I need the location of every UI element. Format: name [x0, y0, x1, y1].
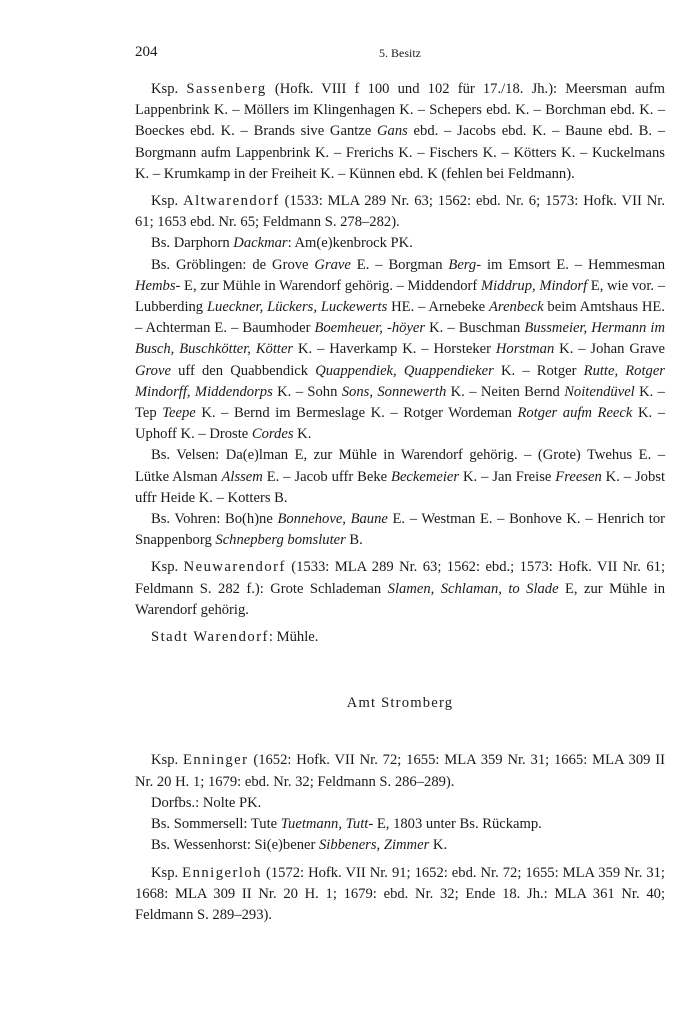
text-run: K. – Tep [135, 383, 665, 422]
italic-name: Schnepberg bomsluter [215, 532, 346, 549]
italic-name: Grave [314, 256, 351, 273]
text-run: K. – Uphoff K. – Droste [135, 405, 665, 443]
place-name: Stadt Warendorf [151, 629, 269, 646]
text-run: E. – Jacob uffr Beke [262, 468, 392, 485]
text-run: K. [429, 837, 448, 854]
text-run: Ksp. [151, 193, 184, 210]
text-run: (Hofk. VIII f 100 und 102 für 17./18. Jh.): Meersman aufm Lappenbrink K. – Möllers im Klingenhagen K. – Schepers ebd. K. – Borchman ebd. K. – Boeckes ebd. K. – Brands sive Gantze [135, 81, 666, 140]
italic-name: Bussmeier, Hermann im Busch, Buschkötter, Kötter [135, 320, 665, 358]
paragraph [135, 863, 665, 927]
text-run: Bs. Wessenhorst: Si(e)bener [151, 837, 319, 854]
text-run: uff den Quabbendick [170, 362, 316, 379]
place-name: Altwarendorf [183, 193, 280, 210]
text-run: K. – Haverkamp K. – Horsteker [293, 341, 496, 358]
paragraph [135, 835, 665, 856]
italic-name: Lueckner, Lückers, Luckewerts [206, 299, 388, 316]
text-run: K. – Sohn [272, 383, 342, 400]
text-run: E, zur Mühle in Warendorf gehörig. [135, 580, 665, 618]
entry-block [135, 79, 665, 185]
text-run: K. – Johan Grave [554, 341, 665, 358]
text-run: K. – Neiten Bernd [446, 383, 565, 400]
italic-name: Hembs- [135, 277, 181, 294]
text-run: E, wie vor. – Lubberding [135, 277, 665, 316]
place-name: Neuwarendorf [183, 559, 286, 576]
text-run: ebd. – Jacobs ebd. K. – Baune ebd. B. – Borgmann aufm Lappenbrink K. – Frerichs K. – Fischers K. – Kötters K. – Kuckelmans K. – Krumkamp in der Freiheit K. – Künnen ebd. K (fehlen bei Feldmann). [135, 123, 666, 182]
paragraph [135, 750, 665, 792]
text-run: K. – Rotger [493, 362, 584, 379]
text-run: Ksp. [151, 559, 184, 576]
text-run: K. – Buschman [425, 320, 525, 337]
entry-block [135, 557, 665, 621]
paragraph [135, 79, 665, 185]
text-run: beim Amtshaus HE. – Achterman E. – Baumhoder [135, 299, 665, 337]
text-run: K. [293, 426, 312, 443]
text-run: Ksp. [151, 752, 184, 769]
paragraph [135, 627, 665, 648]
text-run: Bs. Darphorn [151, 235, 234, 252]
text-run: K. – Bernd im Bermeslage K. – Rotger Wordeman [195, 405, 518, 422]
text-run: E, 1803 unter Bs. Rückamp. [373, 816, 542, 833]
italic-name: Rutte, Rotger Mindorff, Middendorps [135, 362, 665, 400]
italic-name: Gans [377, 123, 408, 140]
text-run: Ksp. [151, 81, 187, 97]
italic-name: Slamen, Schlaman, to Slade [387, 580, 559, 597]
text-run: Ksp. [151, 864, 183, 881]
paragraph [135, 191, 665, 233]
section-heading: Amt Stromberg [346, 695, 454, 712]
text-run: Dorfbs.: Nolte PK. [151, 794, 262, 811]
text-run: Bs. Vohren: Bo(h)ne [151, 511, 278, 528]
text-run: (1533: MLA 289 Nr. 63; 1562: ebd. Nr. 6; 1573: Hofk. VII Nr. 61; 1653 ebd. Nr. 65; Feldmann S. 278–282). [135, 193, 665, 231]
text-run: (1572: Hofk. VII Nr. 91; 1652: ebd. Nr. 72; 1655: MLA 359 Nr. 31; 1668: MLA 309 II Nr. 20 H. 1; 1679: ebd. Nr. 32; Ende 18. Jh.: MLA 361 Nr. 40; Feldmann S. 289–293). [135, 864, 665, 923]
italic-name: Dackmar [233, 235, 288, 252]
paragraph [135, 445, 665, 509]
place-name: Sassenberg [186, 81, 267, 97]
text-run: HE. – Arnebeke [387, 299, 490, 316]
paragraph [135, 255, 665, 446]
italic-name: Tuetmann, Tutt- [280, 816, 374, 833]
paragraph [135, 814, 665, 835]
chapter-title: 5. Besitz [379, 46, 421, 60]
italic-name: Boemheuer, -höyer [314, 320, 426, 337]
italic-name: Sons, Sonnewerth [341, 383, 447, 400]
text-run: Bs. Velsen: Da(e)lman E, zur Mühle in Warendorf gehörig. – (Grote) Twehus E. – Lütke Alsman [135, 447, 665, 485]
text-run: Bs. Gröblingen: de Grove [151, 256, 315, 273]
text-run: im Emsort E. – Hemmesman [481, 256, 665, 273]
place-name: Enninger [183, 752, 249, 769]
italic-name: Quappendiek, Quappendieker [315, 362, 494, 379]
paragraph [135, 233, 665, 254]
text-run: E. – Borgman [350, 256, 449, 273]
italic-name: Sibbeners, Zimmer [318, 837, 430, 854]
body-text [135, 79, 665, 926]
text-run: K. – Jan Freise [459, 468, 556, 485]
entry-block [135, 191, 665, 551]
italic-name: Teepe [162, 405, 196, 422]
text-run: (1533: MLA 289 Nr. 63; 1562: ebd.; 1573: Hofk. VII Nr. 61; Feldmann S. 282 f.): Grote Schlademan [135, 559, 666, 597]
italic-name: Rotger aufm Reeck [517, 405, 633, 422]
italic-name: Alssem [221, 468, 263, 485]
entry-block [135, 693, 665, 856]
text-run: : Am(e)kenbrock PK. [287, 235, 413, 252]
italic-name: Freesen [555, 468, 602, 485]
paragraph [135, 557, 665, 621]
running-head [135, 44, 665, 66]
entry-block [135, 627, 665, 648]
italic-name: Beckemeier [391, 468, 460, 485]
place-name: Ennigerloh [182, 864, 263, 881]
paragraph [135, 509, 665, 551]
text-run: Bs. Sommersell: Tute [151, 816, 281, 833]
italic-name: Berg- [448, 256, 482, 273]
italic-name: Horstman [495, 341, 555, 358]
italic-name: Middrup, Mindorf [480, 277, 588, 294]
italic-name: Arenbeck [489, 299, 544, 316]
text-run: B. [345, 532, 363, 549]
text-run: : Mühle. [268, 629, 319, 646]
italic-name: Noitendüvel [564, 383, 635, 400]
entry-block [135, 863, 665, 927]
text-run: (1652: Hofk. VII Nr. 72; 1655: MLA 359 Nr. 31; 1665: MLA 309 II Nr. 20 H. 1; 1679: ebd. Nr. 32; Feldmann S. 286–289). [135, 752, 665, 790]
paragraph [135, 793, 665, 814]
text-run: E, zur Mühle in Warendorf gehörig. – Middendorf [180, 277, 481, 294]
italic-name: Grove [135, 362, 171, 379]
text-run: K. – Jobst uffr Heide K. – Kotters B. [135, 468, 666, 506]
page-number: 204 [135, 44, 158, 60]
text-run: E. – Westman E. – Bonhove K. – Henrich tor Snappenborg [135, 511, 665, 549]
italic-name: Bonnehove, Baune [277, 511, 388, 528]
italic-name: Cordes [251, 426, 294, 443]
